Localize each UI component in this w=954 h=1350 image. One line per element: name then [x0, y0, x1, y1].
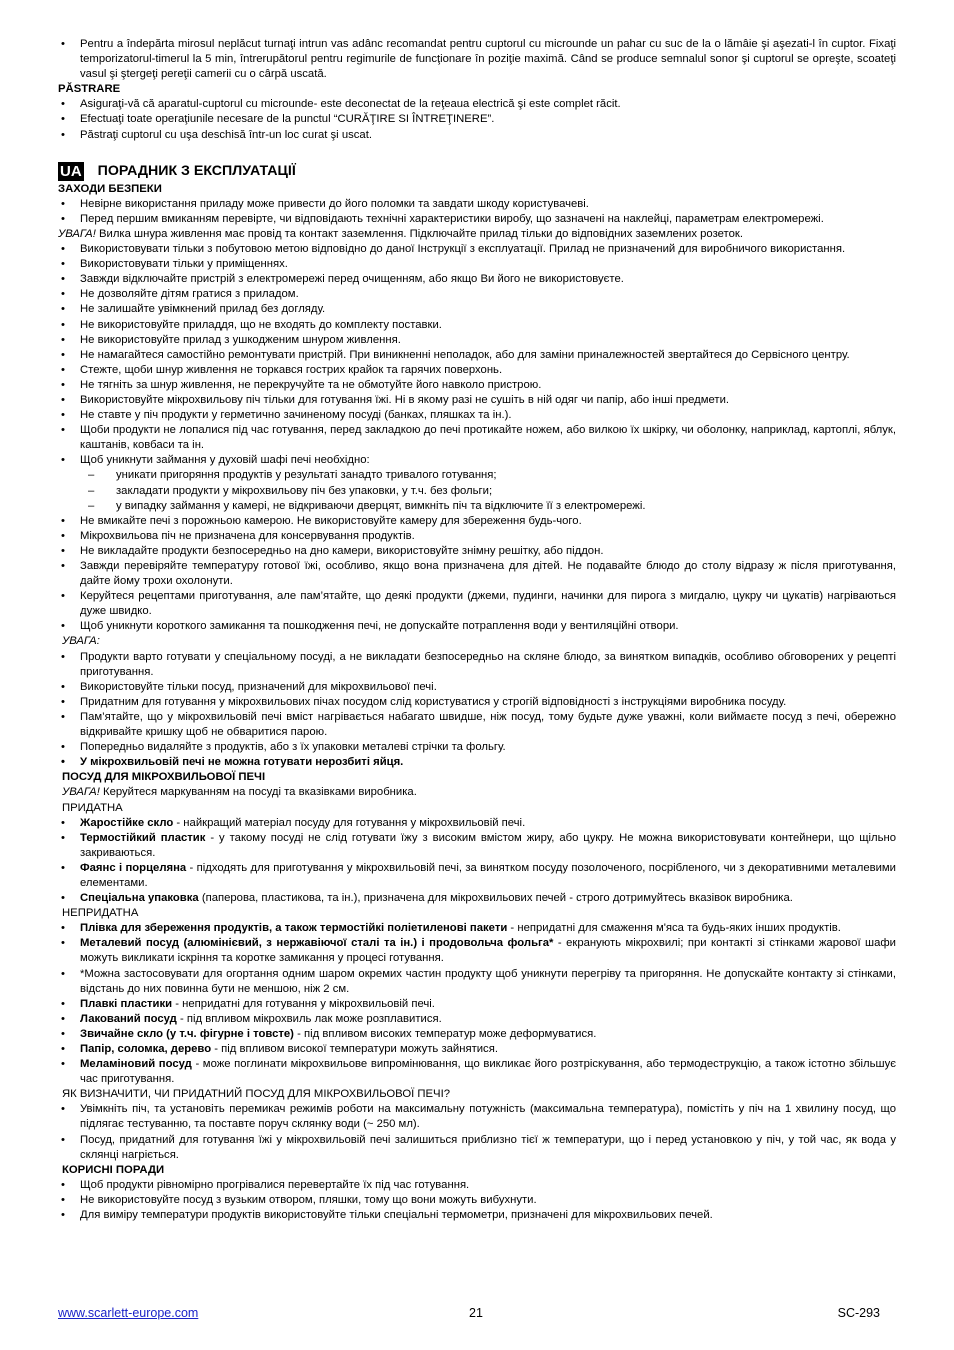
list-item: • Asiguraţi-vă că aparatul-cuptorul cu microunde- este deconectat de la reţeaua electrică şi este complet răcit. — [58, 97, 896, 112]
list-item: • Використовуйте мікрохвильову піч тільки для готування їжі. Ні в якому разі не сушіть в ній одяг чи папір, або інші предмети. — [58, 393, 896, 408]
ua-section-title — [58, 162, 896, 182]
item-term: Фаянс і порцеляна — [80, 861, 187, 874]
item-text: - непридатні для смаження м'яса та будь-яких інших продуктів. — [507, 922, 841, 935]
list-item — [58, 967, 896, 997]
list-item: • Щоби продукти не лопалися під час готування, перед закладкою до печі протикайте ножем, або вилкою їх шкірку, чи оболонку, наприклад, картоплі, яблук, каштанів, ковбаси та ін. — [58, 423, 896, 453]
item-text: - непридатні для готування у мікрохвильовій печі. — [172, 997, 435, 1010]
list-item: • Попередньо видаляйте з продуктів, або з їх упаковки металеві стрічки та фольгу. — [58, 740, 896, 755]
cookware-heading: ПОСУД ДЛЯ МІКРОХВИЛЬОВОЇ ПЕЧІ — [62, 771, 266, 784]
list-item: • Використовувати тільки з побутовою метою відповідно до даної Інструкції з експлуатації. Прилад не призначений для виробничого використання. — [58, 242, 896, 257]
list-item: • У мікрохвильовій печі не можна готувати нерозбиті яйця. — [58, 755, 896, 770]
warning-note — [58, 227, 896, 242]
model-number: SC-293 — [837, 1306, 880, 1320]
item-text: - може поглинати мікрохвильове випромінювання, що викликає його розтріскування, або термодеструкцію, а також істотно збільшує час приготування. — [80, 1058, 897, 1086]
item-term: Лакований посуд — [80, 1012, 177, 1025]
item-text: (паперова, пластикова, та ін.), призначена для мікрохвильових печей - строго дотримуйтесь вказівок виробника. — [198, 892, 793, 905]
list-item: • Посуд, придатний для готування їжі у мікрохвильовій печі залишиться приблизно тієї ж температури, що і перед установкою у піч, у той час, як вода у склянці нагріється. — [58, 1133, 896, 1163]
list-item: • Перед першим вмиканням перевірте, чи відповідають технічні характеристики виробу, що зазначені на наклейці, параметрам електромережі. — [58, 212, 896, 227]
ro-cleaning-tip: • Pentru a îndepărta mirosul neplăcut turnaţi intrun vas adânc recomandat pentru cuptorul cu microunde un pahar cu suc de la o lămâie şi aşezati-l în cuptor. Fixaţi temporizatorul-timerul la 5 min, întrerupătorul pentru regimurile de funcţionare în poziţie maximă. Când se produce semnalul sonor şi cuptorul se opreşte, scoateţi vasul şi ştergeţi pereţii camerii cu o cârpă uscată. — [58, 37, 896, 82]
list-item: • Використовувати тільки у приміщеннях. — [58, 257, 896, 272]
list-item: • Невірне використання приладу може привести до його поломки та завдати шкоду користувачеві. — [58, 197, 896, 212]
item-text: - у такому посуді не слід готувати їжу з високим вмістом жиру, або цукру. Не можна використовувати контейнери, що щільно закриваються. — [80, 831, 896, 859]
list-item: • Не тягніть за шнур живлення, не перекручуйте та не обмотуйте його навколо пристрою. — [58, 378, 896, 393]
list-item: • Керуйтеся рецептами приготування, але пам’ятайте, що деякі продукти (джеми, пудинги, начинки для пирога з мигдалю, цукру чи цукатів) нагріваються дуже швидко. — [58, 589, 896, 619]
item-text: - під впливом мікрохвиль лак може розплавитися. — [176, 1012, 442, 1025]
list-item — [58, 831, 896, 861]
sub-list-item: – у випадку займання у камері, не відкриваючи дверцят, вимкніть піч та відключите її з електромережі. — [58, 499, 896, 514]
unsuitable-heading: НЕПРИДАТНА — [62, 907, 139, 920]
ro-storage-heading: PĂSTRARE — [58, 83, 121, 96]
list-item — [58, 1057, 896, 1087]
list-item: • Не використовуйте приладдя, що не входять до комплекту поставки. — [58, 318, 896, 333]
test-heading: ЯК ВИЗНАЧИТИ, ЧИ ПРИДАТНИЙ ПОСУД ДЛЯ МІКРОХВИЛЬОВОЇ ПЕЧІ? — [62, 1088, 451, 1101]
warning-label: УВАГА: — [62, 635, 100, 648]
warning-label: УВАГА! — [62, 786, 100, 799]
item-text: - екранують мікрохвилі; при контакті зі стінками жарової шафи можуть викликати іскріння та коротке замикання у процесі готування. — [80, 937, 896, 965]
sub-list-item: – закладати продукти у мікрохвильову піч без упаковки, у т.ч. без фольги; — [58, 484, 896, 499]
list-item — [58, 921, 896, 936]
item-term: Жаростійке скло — [80, 816, 174, 829]
item-term: Меламіновий посуд — [80, 1058, 192, 1071]
list-item: • Мікрохвильова піч не призначена для консервування продуктів. — [58, 529, 896, 544]
item-term: Звичайне скло (у т.ч. фігурне і товсте) — [80, 1027, 294, 1040]
list-item: • Завжди перевіряйте температуру готової їжі, особливо, якщо вона призначена для дітей. Не подавайте блюдо до столу відразу ж після приготування, дайте йому трохи охолонути. — [58, 559, 896, 589]
safety-heading: ЗАХОДИ БЕЗПЕКИ — [58, 182, 162, 195]
website-link[interactable]: www.scarlett-europe.com — [58, 1306, 199, 1320]
list-item — [58, 1042, 896, 1057]
suitable-heading: ПРИДАТНА — [62, 801, 123, 814]
page-footer — [58, 1306, 880, 1322]
list-item: • Не ставте у піч продукти у герметично зачиненому посуді (банках, пляшках та ін.). — [58, 408, 896, 423]
warning-text: Вилка шнура живлення має провід та контакт заземлення. Підключайте прилад тільки до відповідних заземлених розеток. — [95, 227, 743, 240]
list-item: • Придатним для готування у мікрохвильових пічах посудом слід користуватися у строгій відповідності з інструкціями виробника посуду. — [58, 695, 896, 710]
list-item: • Щоб продукти рівномірно прогрівалися перевертайте їх під час готування. — [58, 1178, 896, 1193]
list-item — [58, 1027, 896, 1042]
section-title: ПОРАДНИК З ЕКСПЛУАТАЦІЇ — [97, 163, 296, 180]
sub-list-item: – уникати пригоряння продуктів у результаті занадто тривалого готування; — [58, 468, 896, 483]
tips-heading: КОРИСНІ ПОРАДИ — [62, 1163, 165, 1176]
manual-page — [58, 37, 896, 1223]
warning-text: Керуйтеся маркуванням на посуді та вказівками виробника. — [99, 786, 417, 799]
item-term: Термостійкий пластик — [80, 831, 206, 844]
item-term: Папір, соломка, дерево — [80, 1043, 212, 1055]
list-item: • Не вмикайте печі з порожньою камерою. Не використовуйте камеру для збереження будь-чого. — [58, 514, 896, 529]
item-term: Плавкі пластики — [80, 997, 173, 1010]
list-item: • Не дозволяйте дітям гратися з приладом. — [58, 287, 896, 302]
list-item — [58, 997, 896, 1012]
item-text: - найкращий матеріал посуду для готування у мікрохвильовій печі. — [173, 816, 526, 829]
list-item: • Продукти варто готувати у спеціальному посуді, а не викладати безпосередньо на скляне блюдо, за винятком випадків, особливо обговорених у рецепті приготування. — [58, 650, 896, 680]
list-item: • Păstraţi cuptorul cu uşa deschisă într-un loc curat şi uscat. — [58, 128, 896, 143]
list-item: • Efectuaţi toate operaţiunile necesare de la punctul “CURĂŢIRE SI ÎNTREŢINERE”. — [58, 112, 896, 127]
item-term: Плівка для збереження продуктів, а також термостійкі поліетиленові пакети — [80, 922, 508, 935]
list-item — [58, 816, 896, 831]
list-item — [58, 891, 896, 906]
list-item: • Щоб уникнути короткого замикання та пошкодження печі, не допускайте потраплення води у вентиляційні отвори. — [58, 619, 896, 634]
list-item: • Увімкніть піч, та установіть перемикач режимів роботи на максимальну потужність (максимальна температура), помістіть у піч на 1 хвилину посуд, що підлягає тестуванню, та поставте поруч склянку води (~ 250 мл). — [58, 1102, 896, 1132]
list-item: • Не використовуйте прилад з ушкодженим шнуром живлення. — [58, 333, 896, 348]
item-text: - підходять для приготування у мікрохвильовій печі, за винятком посуду позолоченого, посрібленого, чи з декоративними металевими елементами. — [80, 861, 896, 889]
list-item — [58, 861, 896, 891]
list-item — [58, 1012, 896, 1027]
list-item: • Не використовуйте посуд з вузьким отвором, пляшки, тому що вони можуть вибухнути. — [58, 1193, 896, 1208]
list-item: • Завжди відключайте пристрій з електромережі перед очищенням, або якщо Ви його не використовуєте. — [58, 272, 896, 287]
list-item: • Використовуйте тільки посуд, призначений для мікрохвильової печі. — [58, 680, 896, 695]
list-item: • Для виміру температури продуктів використовуйте тільки спеціальні термометри, призначені для мікрохвильових печей. — [58, 1208, 896, 1223]
item-text: - під впливом високих температур може деформуватися. — [293, 1027, 597, 1040]
language-badge: UA — [60, 163, 82, 181]
list-item: • Щоб уникнути займання у духовій шафі печі необхідно: — [58, 453, 896, 468]
item-text: - під впливом високої температури можуть зайнятися. — [211, 1043, 498, 1055]
list-item: • Стежте, щоби шнур живлення не торкався гострих крайок та гарячих поверхонь. — [58, 363, 896, 378]
item-term: Спеціальна упаковка — [80, 892, 199, 905]
list-item: • Не залишайте увімкнений прилад без догляду. — [58, 302, 896, 317]
warning-note — [58, 785, 896, 800]
page-number: 21 — [469, 1306, 483, 1320]
item-text: *Можна застосовувати для огортання одним шаром окремих частин продукту щоб уникнути перегріву та пригоряння. Не допускайте контакту зі стінками, відстань до них повинна бути не меншою, ніж 2 см. — [80, 967, 896, 995]
list-item: • Не намагайтеся самостійно ремонтувати пристрій. При виникненні неполадок, або для заміни приналежностей звертайтеся до Сервісного центру. — [58, 348, 896, 363]
list-item: • Не викладайте продукти безпосередньо на дно камери, використовуйте знімну решітку, або піддон. — [58, 544, 896, 559]
item-term: Металевий посуд (алюмінієвий, з нержавіючої сталі та ін.) і продовольча фольга* — [80, 937, 554, 950]
list-item: • Пам’ятайте, що у мікрохвильовій печі вміст нагрівається набагато швидше, ніж посуд, тому будьте дуже уважні, коли виймаєте посуд з печі, обережно відкривайте кришку щоб не обваритися парою. — [58, 710, 896, 740]
list-item — [58, 936, 896, 966]
warning-label: УВАГА! — [58, 227, 96, 240]
